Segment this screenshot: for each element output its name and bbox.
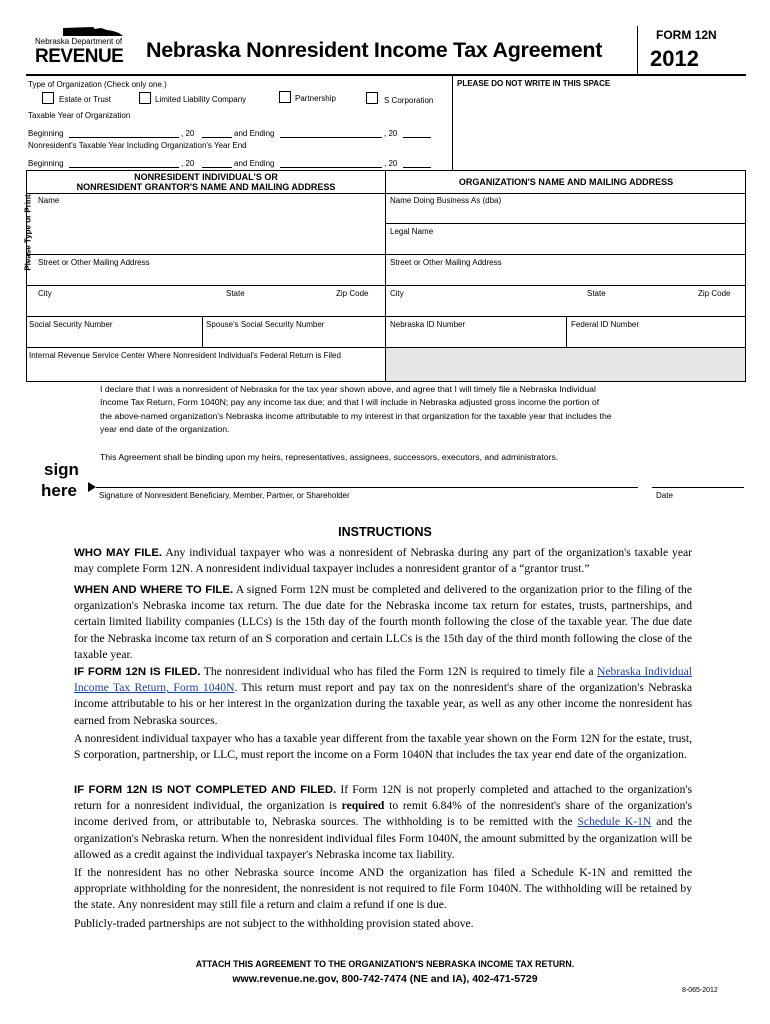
when-where-text: A signed Form 12N must be completed and delivered to the organization prior to the filing of the organization's Nebraska income tax return. The due date for the Nebraska income tax return for estates, trusts, partnerships, and certain limited liability companies (LLCs) is the 15th day of the fourth month following the close of the taxable year. The due date for the Nebraska income tax return of an S corporation and certain LLCs is the 15th day of the third month following the close of the taxable year. (74, 583, 692, 661)
declaration-line-4: year end date of the organization. (100, 424, 230, 435)
no-other-income-paragraph: If the nonresident has no other Nebraska source income AND the organization has filed a Schedule K-1N and remitted the appropriate withholding for the nonresident, the nonresident is not required to file Form 1040N. The withholding will be retained by the state. Any nonresident may still file a return and claim a refund if one is due. (74, 866, 692, 912)
begin-year-input-1[interactable] (202, 128, 232, 138)
right-zip-label: Zip Code (698, 289, 731, 298)
declaration-line-1: I declare that I was a nonresident of Nebraska for the tax year shown above, and agree that I will timely file a Nebraska Individual (100, 384, 596, 394)
nonresident-year-label: Nonresident's Taxable Year Including Organization's Year End (28, 141, 247, 150)
end-date-input-2[interactable] (280, 158, 382, 168)
arrow-right-icon (88, 482, 96, 492)
beginning-label-2: Beginning (28, 159, 64, 168)
irs-center-input[interactable] (29, 362, 381, 378)
begin-date-input-1[interactable] (69, 128, 179, 138)
begin-date-input-2[interactable] (69, 158, 179, 168)
not-filed-heading: IF FORM 12N IS NOT COMPLETED AND FILED. (74, 784, 337, 796)
date-input[interactable] (652, 466, 744, 486)
name-label: Name (38, 196, 60, 205)
if-filed-text-1: The nonresident individual who has filed the Form 12N is required to timely file a (203, 665, 594, 678)
form-code: 8-065-2012 (682, 987, 718, 994)
grid-top (26, 170, 746, 171)
when-where-paragraph (74, 582, 692, 663)
signature-line (96, 487, 638, 488)
ssn-input[interactable] (29, 330, 197, 346)
row-line-street (26, 254, 746, 255)
who-may-file-text: Any individual taxpayer who was a nonresident of Nebraska during any part of the organization's taxable year may complete Form 12N. A nonresident individual taxpayer includes a nonresident grantor of a “grantor trust.” (74, 546, 692, 576)
row-line-legal (385, 223, 746, 224)
left-street-input[interactable] (38, 268, 378, 284)
declaration-text (100, 383, 700, 437)
option-s-corporation: S Corporation (384, 96, 434, 105)
taxable-year-label: Taxable Year of Organization (28, 111, 131, 120)
contact-info: www.revenue.ne.gov, 800-742-7474 (NE and IA), 402-471-5729 (232, 973, 538, 985)
when-where-heading: WHEN AND WHERE TO FILE. (74, 584, 234, 596)
signature-input[interactable] (96, 466, 638, 486)
legal-name-input[interactable] (390, 237, 740, 253)
fed-id-input[interactable] (571, 330, 741, 346)
not-filed-text-2: to remit 6.84% of the nonresident's share of the organization's income derived from, or attributable to, Nebraska sources. The withholding is to be remitted with the (74, 799, 693, 829)
shade-divider (385, 347, 386, 382)
row-line-ids (26, 316, 746, 317)
header-divider (637, 26, 638, 74)
header-rule (26, 74, 746, 76)
right-street-label: Street or Other Mailing Address (390, 258, 502, 267)
option-partnership: Partnership (295, 94, 336, 103)
ptp-paragraph: Publicly-traded partnerships are not subject to the withholding provision stated above. (74, 917, 474, 930)
left-city-input[interactable] (38, 299, 378, 315)
left-zip-label: Zip Code (336, 289, 369, 298)
right-street-input[interactable] (390, 268, 740, 284)
row-line-city (26, 285, 746, 286)
end-date-input-1[interactable] (280, 128, 382, 138)
checkbox-s-corporation[interactable] (366, 92, 378, 104)
legal-name-label: Legal Name (390, 227, 434, 236)
agency-name-small: Nebraska Department of (35, 37, 123, 46)
ne-id-input[interactable] (390, 330, 562, 346)
spouse-ssn-label: Spouse's Social Security Number (206, 320, 325, 329)
here-label: here (41, 481, 77, 500)
ne-id-label: Nebraska ID Number (390, 320, 466, 329)
dba-input[interactable] (390, 206, 740, 222)
begin-year-prefix-1: , 20 (181, 129, 195, 138)
right-heading: ORGANIZATION'S NAME AND MAILING ADDRESS (458, 177, 674, 187)
not-filed-text-1: If Form 12N is not properly completed and attached to the organization's return for a nonresident individual, the organization is (74, 783, 693, 813)
irs-center-label: Internal Revenue Service Center Where Nonresident Individual's Federal Return is Filed (29, 351, 341, 360)
different-year-paragraph: A nonresident individual taxpayer who has a taxable year different from the taxable year shown on the Form 12N for the estate, trust, S corporation, partnership, or LLC, must report the income on a Form 1040N that includes the tax year end date of the organization. (74, 732, 692, 762)
side-label-print: Please Type or Print (23, 194, 33, 271)
right-city-label: City (390, 289, 404, 298)
begin-year-input-2[interactable] (202, 158, 232, 168)
checkbox-estate-trust[interactable] (42, 92, 54, 104)
declaration-line-2: Income Tax Return, Form 1040N; pay any income tax due; and that I will include in Nebraska adjusted gross income the portion of (100, 397, 600, 408)
row-line-headings (26, 193, 746, 194)
ssn-label: Social Security Number (29, 320, 113, 329)
if-filed-paragraph (74, 664, 692, 729)
form-title: Nebraska Nonresident Income Tax Agreement (146, 38, 603, 62)
schedule-k1n-link[interactable]: Schedule K-1N (577, 815, 652, 829)
binding-statement: This Agreement shall be binding upon my heirs, representatives, assignees, successors, executors, and administrators. (100, 452, 559, 462)
option-llc: Limited Liability Company (155, 95, 247, 104)
agency-name-large: REVENUE (35, 46, 124, 67)
declaration-line-3: the above-named organization's Nebraska income attributable to my interest in that organization for the taxable year that includes the (100, 410, 612, 421)
left-heading-1: NONRESIDENT INDIVIDUAL'S OR (134, 172, 278, 182)
required-emphasis: required (341, 799, 385, 813)
attach-notice: ATTACH THIS AGREEMENT TO THE ORGANIZATION'S NEBRASKA INCOME TAX RETURN. (195, 959, 575, 969)
grid-bottom (26, 381, 746, 382)
grid-right (745, 170, 746, 382)
nebraska-state-outline-icon (61, 24, 125, 38)
shaded-area (386, 348, 745, 381)
signature-caption: Signature of Nonresident Beneficiary, Member, Partner, or Shareholder (99, 491, 350, 500)
ssn-divider (202, 316, 203, 348)
end-year-input-1[interactable] (403, 128, 431, 138)
office-use-divider (452, 76, 453, 170)
end-year-prefix-2: , 20 (384, 159, 398, 168)
form-number: FORM 12N (656, 28, 717, 42)
not-filed-text-3: and the organization's Nebraska return. When the nonresident individual files Form 1040N, the amount submitted by the organization will be allowed as a credit against the individual taxpayer's Nebraska income tax liability. (74, 815, 692, 861)
and-ending-label-2: and Ending (234, 159, 275, 168)
left-street-label: Street or Other Mailing Address (38, 258, 150, 267)
dba-label: Name Doing Business As (dba) (390, 196, 502, 205)
if-filed-text-2: . This return must report and pay tax on the nonresident's share of the organization's Nebraska income attributable to his or her interest in the organization during the taxable year, as well as any other income the nonresident has earned from Nebraska sources. (74, 681, 692, 727)
instructions-heading: INSTRUCTIONS (338, 525, 432, 539)
option-estate-trust: Estate or Trust (59, 95, 112, 104)
end-year-input-2[interactable] (403, 158, 431, 168)
form-1040n-link[interactable]: Nebraska Individual Income Tax Return, Form 1040N (74, 665, 692, 695)
left-state-label: State (226, 289, 245, 298)
date-caption: Date (656, 491, 673, 500)
not-filed-paragraph (74, 782, 692, 863)
begin-year-prefix-2: , 20 (181, 159, 195, 168)
fein-divider (566, 316, 567, 348)
who-may-file-heading: WHO MAY FILE. (74, 547, 163, 559)
left-heading-2: NONRESIDENT GRANTOR'S NAME AND MAILING ADDRESS (76, 182, 336, 192)
and-ending-label-1: and Ending (234, 129, 275, 138)
tax-year: 2012 (650, 46, 699, 71)
name-input[interactable] (38, 206, 378, 252)
office-use-label: PLEASE DO NOT WRITE IN THIS SPACE (457, 79, 611, 88)
if-filed-heading: IF FORM 12N IS FILED. (74, 666, 201, 678)
grid-middle (385, 170, 386, 348)
fed-id-label: Federal ID Number (571, 320, 640, 329)
checkbox-llc[interactable] (139, 92, 151, 104)
who-may-file-paragraph (74, 545, 692, 577)
sign-label: sign (44, 460, 79, 479)
right-state-label: State (587, 289, 606, 298)
beginning-label-1: Beginning (28, 129, 64, 138)
agency-logo (27, 24, 127, 66)
right-city-input[interactable] (390, 299, 740, 315)
date-line (652, 487, 744, 488)
spouse-ssn-input[interactable] (206, 330, 381, 346)
left-city-label: City (38, 289, 52, 298)
org-type-label: Type of Organization (Check only one.) (28, 80, 167, 89)
checkbox-partnership[interactable] (279, 91, 291, 103)
end-year-prefix-1: , 20 (384, 129, 398, 138)
